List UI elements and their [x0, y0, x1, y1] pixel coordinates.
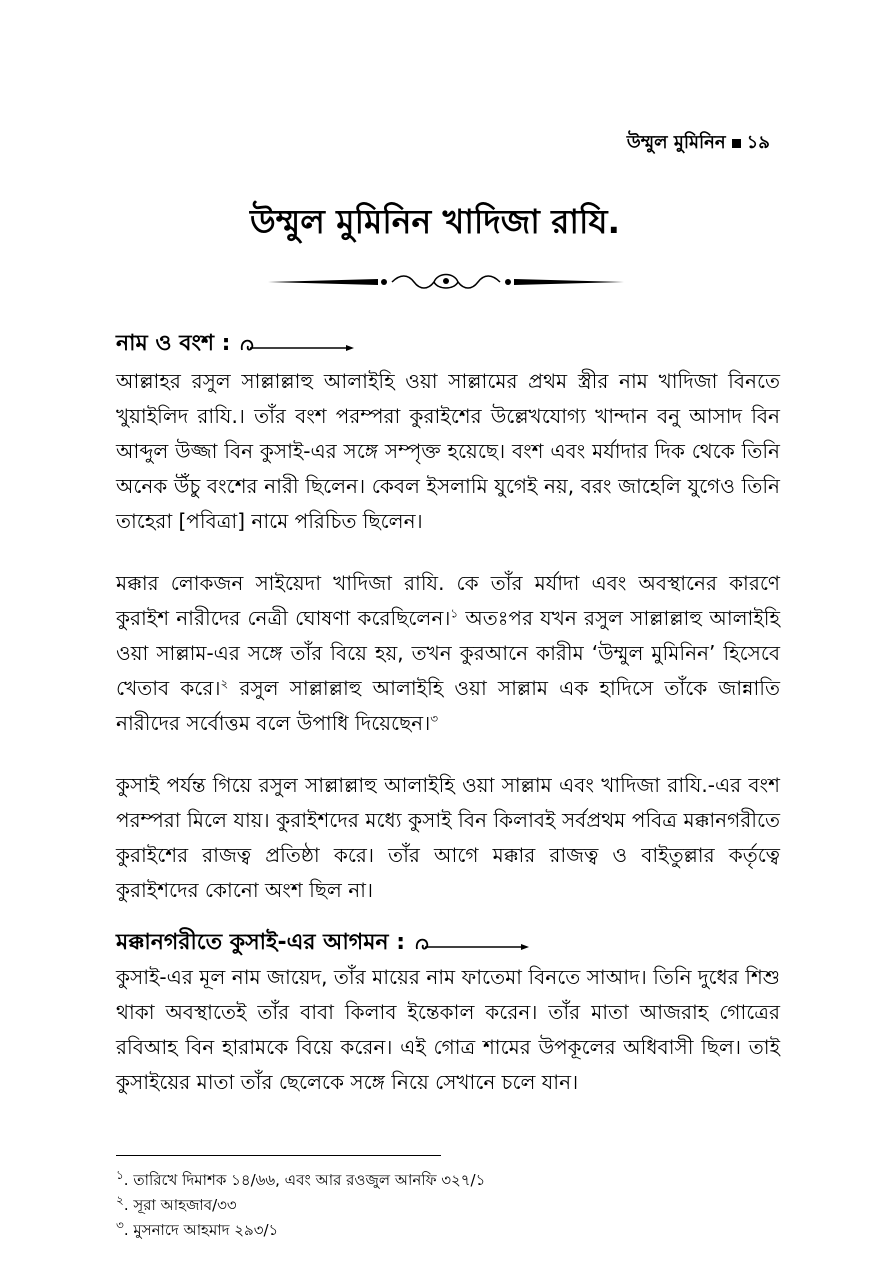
footnote-divider: [116, 1155, 441, 1156]
section-heading-lineage: [116, 326, 358, 363]
footnote-number: ৩: [116, 1218, 124, 1232]
footnote: [116, 1168, 776, 1193]
heading-flourish-icon: [413, 933, 533, 955]
footnote-text: . তারিখে দিমাশক ১৪/৬৬, এবং আর রওজুল আনফি ৩২৭/১: [123, 1171, 486, 1189]
footnote: [116, 1193, 776, 1218]
footnotes: [116, 1168, 776, 1243]
section-heading-qusai-arrival: [116, 925, 533, 962]
footnote-text: . সূরা আহজাব/৩৩: [123, 1196, 237, 1214]
footnote-ref: ২: [220, 676, 229, 691]
page-number: ১৯: [746, 132, 770, 153]
paragraph-text: রসুল সাল্লাল্লাহু আলাইহি ওয়া সাল্লাম এক হাদিসে তাঁকে জান্নাতি নারীদের সর্বোত্তম বলে উপাধি দিয়েছেন।: [116, 676, 780, 735]
chapter-title: উম্মুল মুমিনিন খাদিজা রাযি.: [249, 202, 620, 241]
paragraph-text: মক্কার লোকজন সাইয়েদা খাদিজা রাযি. কে তাঁর মর্যাদা এবং অবস্থানের কারণে কুরাইশ নারীদের নেত্রী ঘোষণা করেছিলেন।: [116, 571, 780, 630]
ornament-divider-icon: [268, 268, 624, 296]
running-header: [627, 128, 770, 159]
paragraph-text: অতঃপর যখন রসুল সাল্লাল্লাহু আলাইহি ওয়া সাল্লাম-এর সঙ্গে তাঁর বিয়ে হয়, তখন কুরআনে কারীম ‘উম্মুল মুমিনিন’ হিসেবে খেতাব করে।: [116, 606, 780, 700]
footnote-number: ১: [116, 1168, 124, 1182]
paragraph: [116, 566, 780, 741]
running-title: উম্মুল মুমিনিন: [626, 132, 726, 153]
footnote: [116, 1218, 776, 1243]
paragraph: আল্লাহর রসুল সাল্লাল্লাহু আলাইহি ওয়া সাল্লামের প্রথম স্ত্রীর নাম খাদিজা বিনতে খুয়াইলিদ রাযি.। তাঁর বংশ পরম্পরা কুরাইশের উল্লেখযোগ্য খান্দান বনু আসাদ বিন আব্দুল উজ্জা বিন কুসাই-এর সঙ্গে সম্পৃক্ত হয়েছে। বংশ এবং মর্যাদার দিক থেকে তিনি অনেক উঁচু বংশের নারী ছিলেন। কেবল ইসলামি যুগেই নয়, বরং জাহেলি যুগেও তিনি তাহেরা [পবিত্রা] নামে পরিচিত ছিলেন।: [116, 369, 780, 533]
footnote-ref: ১: [450, 606, 459, 621]
heading-flourish-icon: [238, 334, 358, 356]
footnote-ref: ৩: [430, 711, 439, 726]
square-bullet-icon: [732, 139, 741, 148]
paragraph: কুসাই-এর মূল নাম জায়েদ, তাঁর মায়ের নাম ফাতেমা বিনতে সাআদ। তিনি দুধের শিশু থাকা অবস্থাতেই তাঁর বাবা কিলাব ইন্তেকাল করেন। তাঁর মাতা আজরাহ গোত্রের রবিআহ বিন হারামকে বিয়ে করেন। এই গোত্র শামের উপকূলের অধিবাসী ছিল। তাই কুসাইয়ের মাতা তাঁর ছেলেকে সঙ্গে নিয়ে সেখানে চলে যান।: [116, 965, 780, 1094]
paragraph: কুসাই পর্যন্ত গিয়ে রসুল সাল্লাল্লাহু আলাইহি ওয়া সাল্লাম এবং খাদিজা রাযি.-এর বংশ পরম্পরা মিলে যায়। কুরাইশদের মধ্যে কুসাই বিন কিলাবই সর্বপ্রথম পবিত্র মক্কানগরীতে কুরাইশের রাজত্ব প্রতিষ্ঠা করে। তাঁর আগে মক্কার রাজত্ব ও বাইতুল্লার কর্তৃত্বে কুরাইশদের কোনো অংশ ছিল না।: [116, 773, 780, 902]
section-heading-text: নাম ও বংশ :: [116, 331, 231, 356]
footnote-number: ২: [116, 1193, 124, 1207]
footnote-text: . মুসনাদে আহমাদ ২৯৩/১: [123, 1221, 279, 1239]
section-heading-text: মক্কানগরীতে কুসাই-এর আগমন :: [116, 930, 405, 955]
